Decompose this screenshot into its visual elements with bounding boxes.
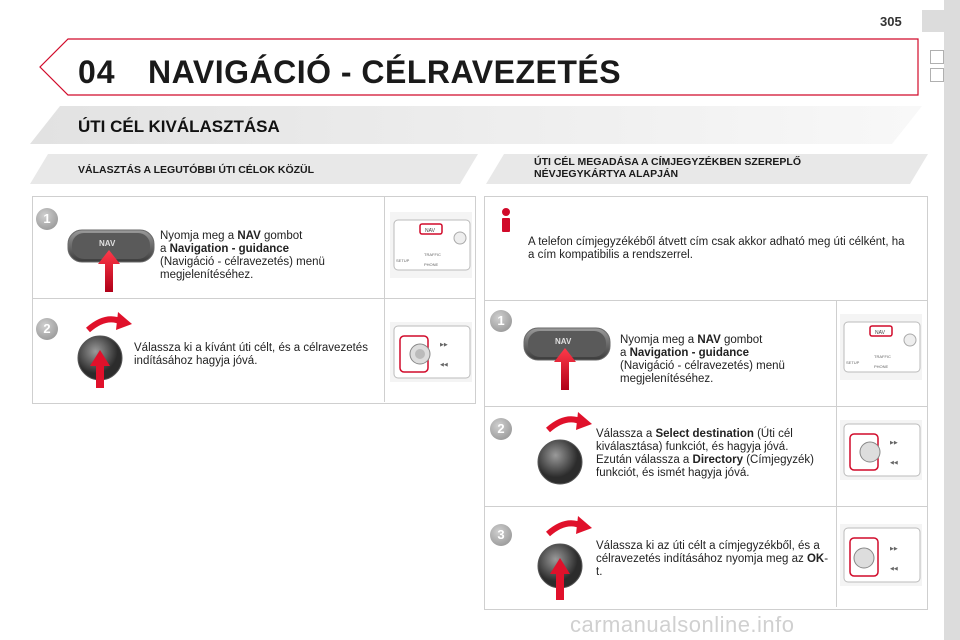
radio-knob-image <box>390 322 472 382</box>
text-fragment: -t. <box>596 553 829 578</box>
thumb-square-2 <box>930 68 944 82</box>
info-text: A telefon címjegyzékéből átvett cím csak akkor adható meg úti célként, ha a cím kompatibilis a rendszerrel. <box>528 236 905 261</box>
right-panel-divider <box>484 406 928 407</box>
text-fragment: Válassza ki az úti célt a címjegyzékből, és a célravezetés indításához nyomja meg az <box>596 540 820 565</box>
watermark: carmanualsonline.info <box>570 612 795 637</box>
text-bold: NAV <box>697 334 721 346</box>
right-subtitle: ÚTI CÉL MEGADÁSA A CÍMJEGYZÉKBEN SZEREPLŐ NÉVJEGYKÁRTYA ALAPJÁN <box>534 156 801 180</box>
press-arrow-icon <box>96 248 122 294</box>
text-bold: Navigation - guidance <box>629 347 750 359</box>
left-subtitle: VÁLASZTÁS A LEGUTÓBBI ÚTI CÉLOK KÖZÜL <box>78 164 315 176</box>
text-fragment: (Úti cél kiválasztása) funkciót, és hagyja jóvá. <box>596 428 793 453</box>
svg-text:PHONE: PHONE <box>874 364 889 369</box>
right-panel-divider <box>484 300 928 301</box>
nav-button-label: NAV <box>99 239 116 248</box>
left-panel-vdivider <box>384 197 385 402</box>
step-number-badge: 3 <box>490 524 512 546</box>
svg-text:▶▶: ▶▶ <box>890 546 898 552</box>
svg-text:◀◀: ◀◀ <box>890 460 898 466</box>
nav-button-label: NAV <box>555 337 572 346</box>
svg-text:NAV: NAV <box>875 330 885 336</box>
text-fragment: Ezután válassza a <box>596 454 693 466</box>
text-fragment: a <box>620 347 630 359</box>
svg-text:PHONE: PHONE <box>424 262 439 267</box>
right-panel-divider <box>484 506 928 507</box>
text-fragment: Nyomja meg a <box>620 334 698 346</box>
info-icon <box>494 206 518 234</box>
text-bold: OK <box>806 553 825 565</box>
radio-panel-image <box>390 212 472 278</box>
text-bold: Directory <box>692 454 744 466</box>
text-fragment: a <box>160 243 170 255</box>
side-band <box>944 0 960 640</box>
right-step1-text <box>620 334 830 386</box>
text-fragment: (Navigáció - célravezetés) menü megjelenítéséhez. <box>620 360 785 385</box>
step-number-badge: 1 <box>490 310 512 332</box>
svg-text:▶▶: ▶▶ <box>890 440 898 446</box>
svg-text:SETUP: SETUP <box>396 258 410 263</box>
svg-text:TRAFFIC: TRAFFIC <box>874 354 891 359</box>
text-bold: Select destination <box>655 428 754 440</box>
step-number-badge: 2 <box>36 318 58 340</box>
text-fragment: gombot <box>720 334 763 346</box>
step-number-badge: 1 <box>36 208 58 230</box>
step-number-badge: 2 <box>490 418 512 440</box>
svg-text:NAV: NAV <box>425 228 435 234</box>
chapter-number: 04 <box>78 54 116 90</box>
text-fragment: Válassza a <box>596 428 656 440</box>
svg-text:TRAFFIC: TRAFFIC <box>424 252 441 257</box>
svg-text:◀◀: ◀◀ <box>440 362 448 368</box>
page-number: 305 <box>880 14 902 29</box>
text-fragment: Nyomja meg a <box>160 230 238 242</box>
text-fragment: (Navigáció - célravezetés) menü megjelenítéséhez. <box>160 256 325 281</box>
press-arrow-icon <box>552 346 578 392</box>
left-step2-text: Válassza ki a kívánt úti célt, és a célravezetés indításához hagyja jóvá. <box>134 342 368 367</box>
thumb-square-1 <box>930 50 944 64</box>
right-step3-text <box>596 540 832 579</box>
text-fragment: (Címjegyzék) funkciót, és ismét hagyja jóvá. <box>596 454 814 479</box>
right-step2-text <box>596 428 832 480</box>
chapter-title: NAVIGÁCIÓ - CÉLRAVEZETÉS <box>148 54 622 90</box>
svg-text:SETUP: SETUP <box>846 360 860 365</box>
radio-knob-image <box>840 524 922 586</box>
right-panel-vdivider <box>836 301 837 607</box>
text-bold: NAV <box>237 230 261 242</box>
left-step1-text <box>160 230 375 282</box>
corner-tab <box>922 10 944 32</box>
svg-text:▶▶: ▶▶ <box>440 342 448 348</box>
left-panel-divider <box>32 298 476 299</box>
radio-knob-image <box>840 420 922 480</box>
svg-text:◀◀: ◀◀ <box>890 566 898 572</box>
text-fragment: gombot <box>260 230 303 242</box>
radio-panel-image <box>840 314 922 380</box>
text-bold: Navigation - guidance <box>169 243 290 255</box>
section-title: ÚTI CÉL KIVÁLASZTÁSA <box>78 117 280 136</box>
